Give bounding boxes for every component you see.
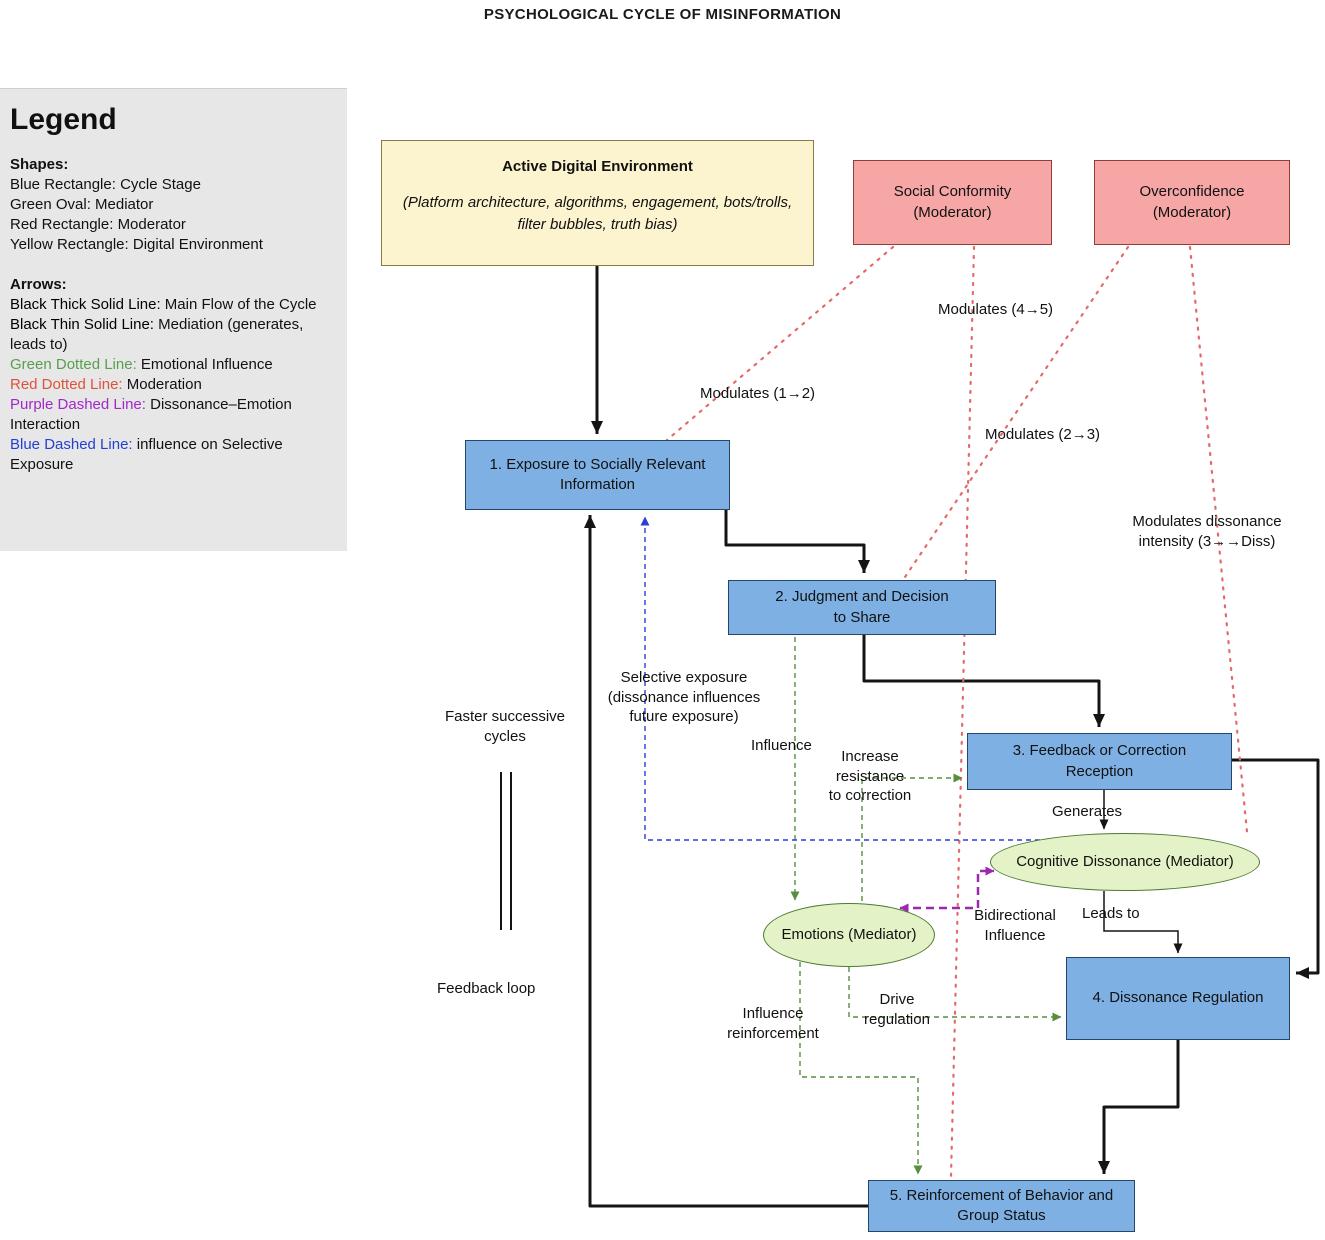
edge-moderation-overconfidence-2-3 [903,247,1128,580]
node-label: 5. Reinforcement of Behavior and Group Status [889,1186,1114,1224]
edge-label-bidirectional-influence: Bidirectional Influence [974,907,1056,944]
node-mediator-emotions [763,903,935,967]
edge-label-modulates-4-5: Modulates (4→5) [938,301,1054,318]
legend-shape-item: Green Oval: Mediator [10,196,154,213]
edge-moderation-social-conformity-4-5 [951,247,974,1176]
edge-label-influence-reinforcement: Influence reinforcement [727,1005,819,1042]
node-stage4-dissonance-regulation [1066,957,1290,1040]
legend-arrow-item [10,395,337,435]
legend-shape-item: Yellow Rectangle: Digital Environment [10,236,263,253]
legend-shape-item: Blue Rectangle: Cycle Stage [10,176,201,193]
legend-arrow-type: Blue Dashed Line: [10,436,133,453]
legend-arrow-desc: Dissonance–Emotion Interaction [10,396,292,433]
edge-label-increase-resistance: Increase resistance to correction [828,748,912,804]
node-label: Social Conformity (Moderator) [893,183,1012,221]
legend-shapes-heading: Shapes: [10,156,69,173]
legend-arrow-type: Black Thin Solid Line: [10,316,154,333]
node-stage2-judgment-share [728,580,996,635]
edge-label-drive-regulation: Drive regulation [864,991,930,1028]
node-label: 3. Feedback or Correction Reception [1012,742,1187,780]
edge-moderation-social-conformity-1-2 [667,247,893,440]
edge-label-selective-exposure: Selective exposure (dissonance influences future exposure) [607,669,761,725]
node-sublabel: (Platform architecture, algorithms, engagement, bots/trolls, filter bubbles, truth bias) [402,194,793,233]
legend-arrow-desc: Main Flow of the Cycle [160,296,317,313]
faster-cycles-double-line-symbol [501,772,511,930]
legend-arrow-item [10,435,337,475]
node-moderator-overconfidence [1094,160,1290,245]
edge-dissonance-emotions-bidirectional [900,871,994,908]
node-label: 2. Judgment and Decision to Share [775,588,949,626]
node-stage1-exposure [465,440,730,510]
node-active-digital-environment [381,140,814,266]
legend-arrow-type: Red Dotted Line: [10,376,123,393]
legend-shape-item: Red Rectangle: Moderator [10,216,186,233]
edge-label-influence: Influence [751,737,812,754]
edge-label-feedback-loop: Feedback loop [437,980,536,997]
edge-label-modulates-1-2: Modulates (1→2) [700,385,816,402]
node-label: Emotions (Mediator) [781,925,917,943]
edge-stage1-to-stage2 [726,508,864,573]
node-label: 4. Dissonance Regulation [1092,989,1264,1007]
legend-arrow-type: Black Thick Solid Line: [10,296,161,313]
legend-arrow-desc: Emotional Influence [136,356,273,373]
edge-stage2-to-stage3 [864,635,1099,727]
legend-arrow-desc: influence on Selective Exposure [10,436,283,473]
edge-label-generates: Generates [1052,803,1123,820]
node-mediator-cognitive-dissonance [990,833,1260,891]
legend-arrow-desc: Moderation [122,376,202,393]
node-label: 1. Exposure to Socially Relevant Information [489,455,706,493]
page-title: PSYCHOLOGICAL CYCLE OF MISINFORMATION [483,6,842,23]
node-moderator-social-conformity [853,160,1052,245]
legend-arrow-type: Purple Dashed Line: [10,396,146,413]
legend-arrow-item [10,295,337,315]
legend-heading: Legend [10,103,117,136]
edge-label-modulates-dissonance: Modulates dissonance intensity (3→→Diss) [1132,513,1282,550]
edge-stage4-to-stage5 [1104,1040,1178,1174]
legend-panel [0,88,347,551]
edge-label-leads-to: Leads to [1082,905,1140,922]
node-stage5-reinforcement [868,1180,1135,1232]
legend-arrows-heading: Arrows: [10,276,67,293]
node-stage3-feedback-correction [967,733,1232,790]
edge-label-modulates-2-3: Modulates (2→3) [985,426,1101,443]
node-label: Cognitive Dissonance (Mediator) [1016,852,1234,870]
legend-arrow-item [10,355,337,375]
node-label: Active Digital Environment [502,158,693,175]
legend-spacer [10,255,337,275]
legend-arrow-desc: Mediation (generates, leads to) [10,316,304,353]
edge-label-faster-successive-cycles: Faster successive cycles [444,708,566,745]
legend-arrow-item [10,375,337,395]
legend-arrow-type: Green Dotted Line: [10,356,137,373]
node-label: Overconfidence (Moderator) [1139,183,1245,221]
legend-arrow-item [10,315,337,355]
